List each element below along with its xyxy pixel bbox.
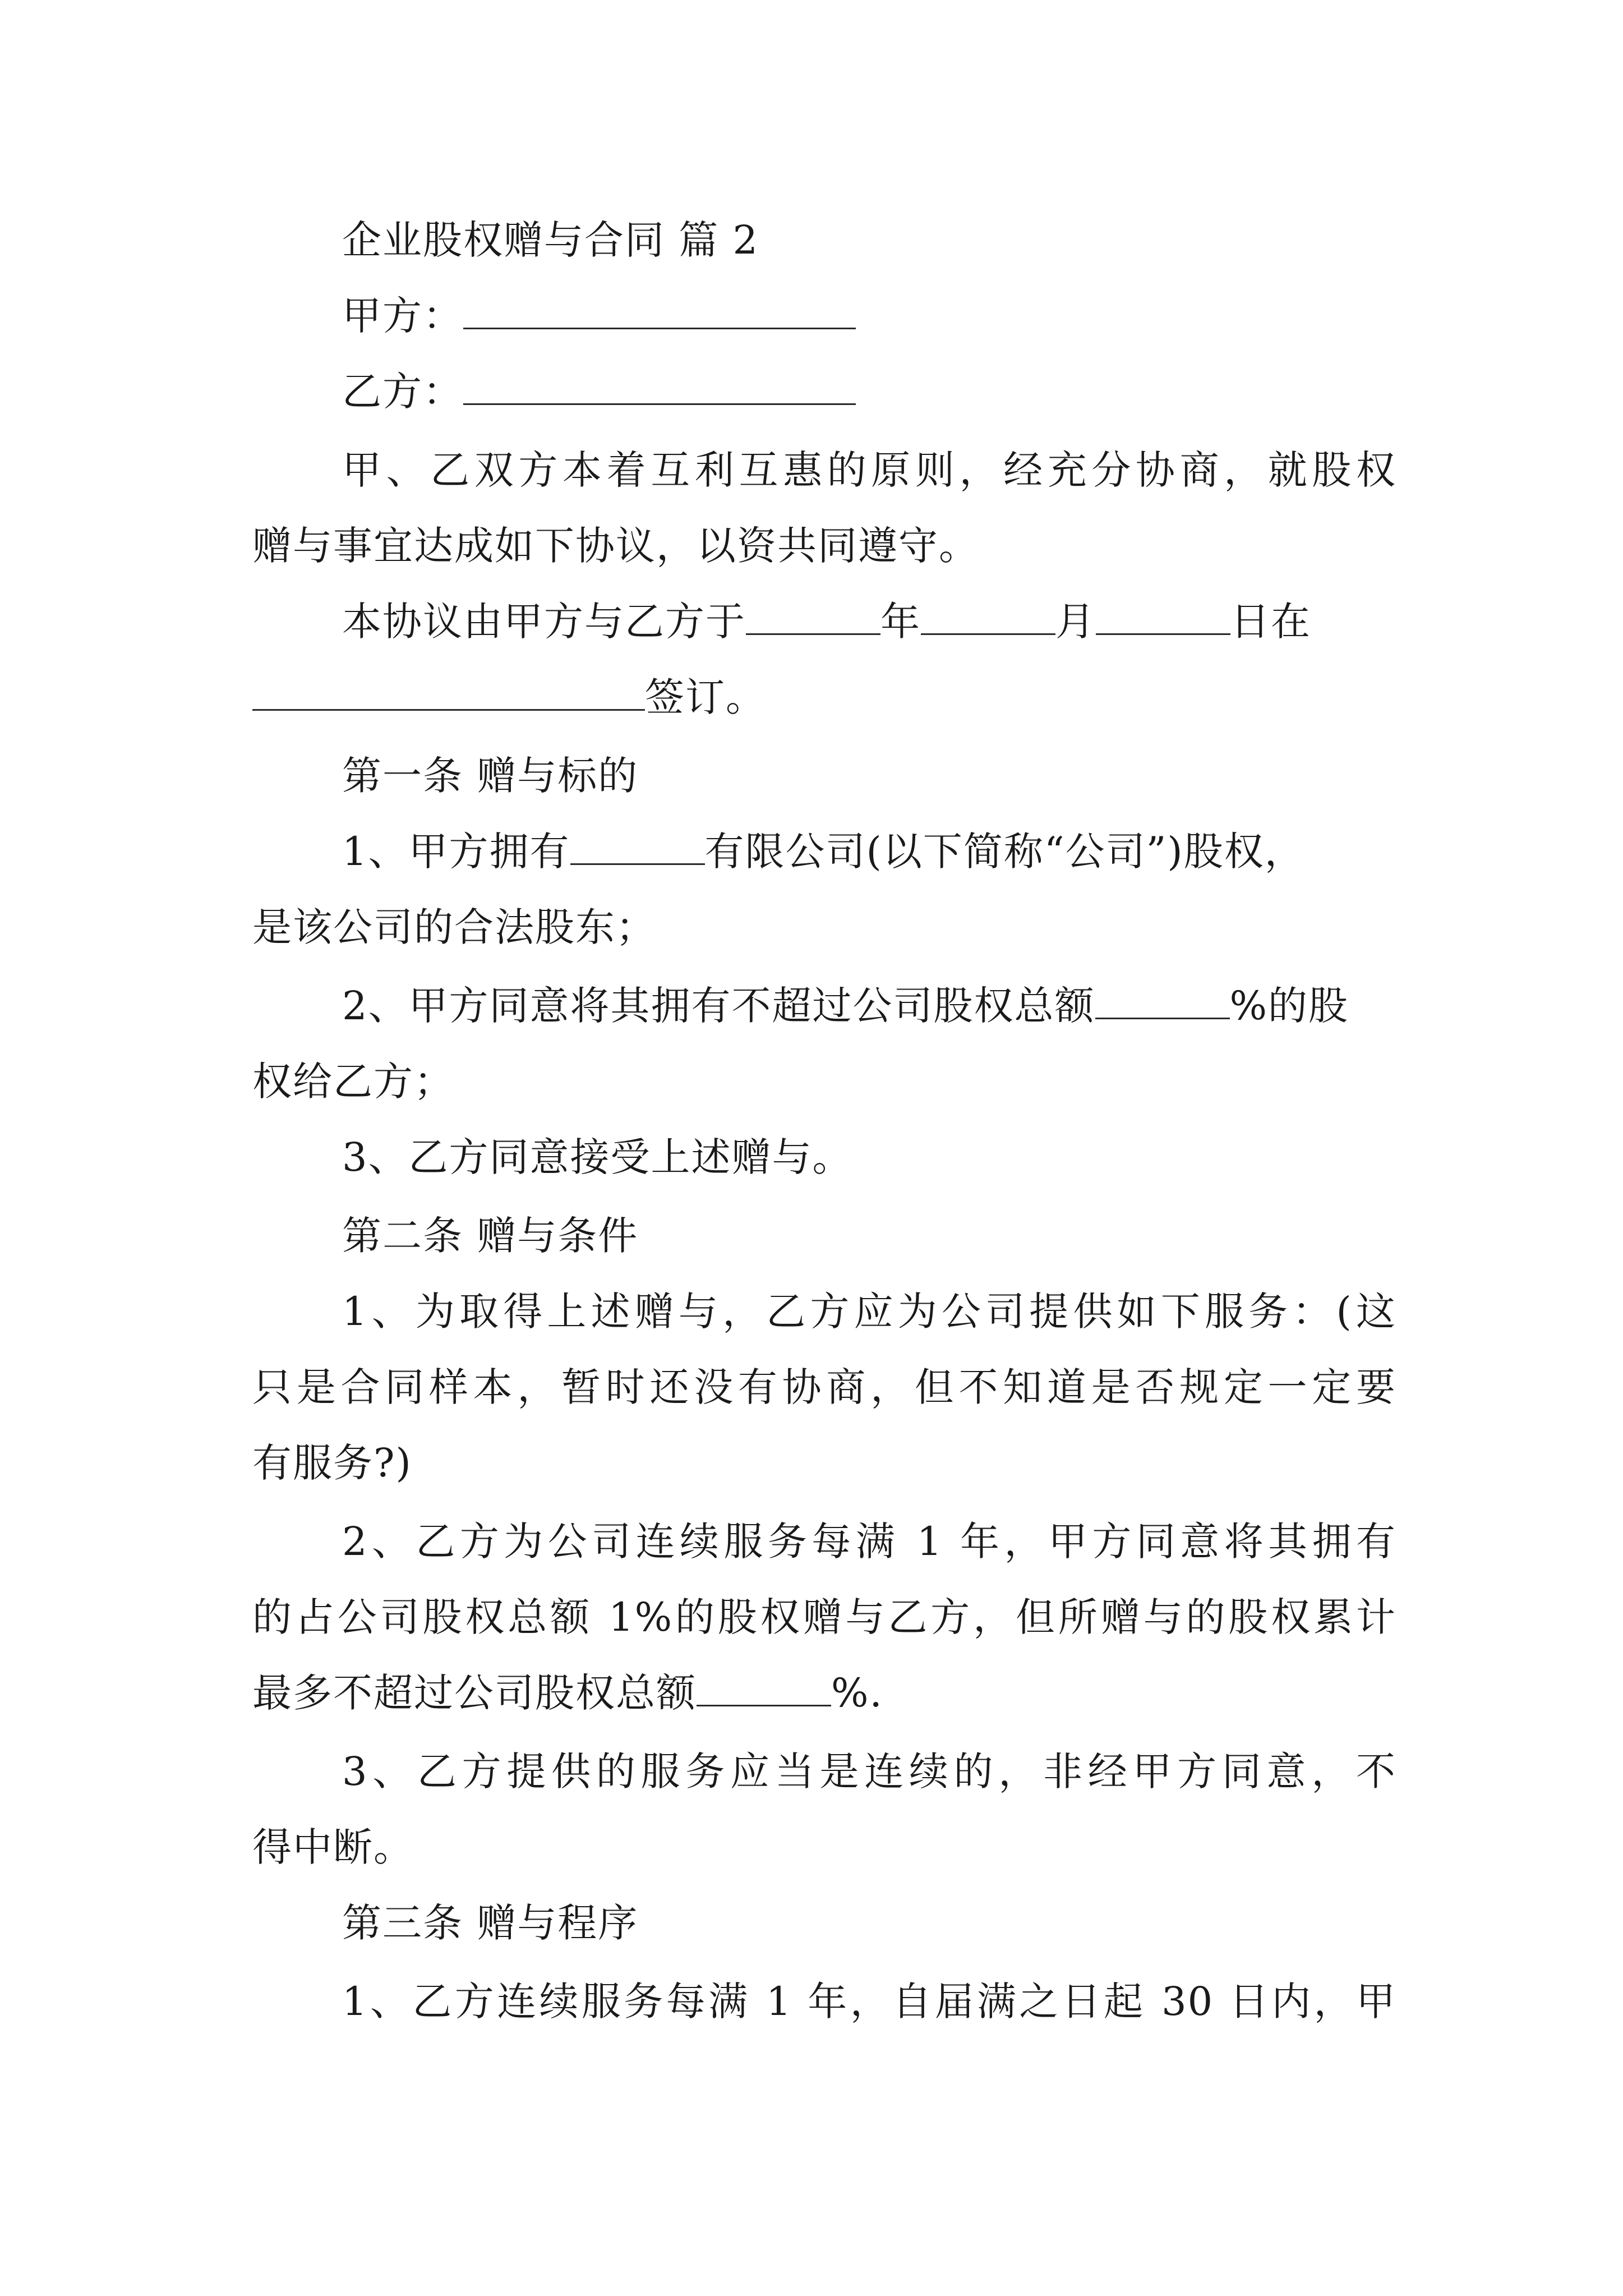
article-2-item-2-line-1: 2、乙方为公司连续服务每满 1 年，甲方同意将其拥有 <box>342 1519 1396 1565</box>
intro-line-1: 甲、乙双方本着互利互惠的原则，经充分协商，就股权 <box>342 447 1396 493</box>
document-heading: 企业股权赠与合同 篇 2 <box>342 217 759 263</box>
signing-line-1 <box>342 596 1396 647</box>
signing-line-2 <box>252 672 1396 723</box>
article-2-item-3-line-1: 3、乙方提供的服务应当是连续的，非经甲方同意，不 <box>342 1749 1396 1795</box>
article-2-item-2-line-3 <box>252 1668 1396 1718</box>
party-a-line <box>342 291 1396 341</box>
share-percent-blank <box>1095 981 1230 1019</box>
signing-day-blank <box>1096 596 1230 635</box>
article-3-title: 第三条 赠与程序 <box>342 1900 639 1946</box>
signing-day-in: 日在 <box>1230 599 1311 645</box>
article-2-item-2-line-3-prefix: 最多不超过公司股权总额 <box>252 1670 697 1716</box>
article-1-item-2 <box>342 981 1396 1031</box>
party-a-label: 甲方： <box>342 293 463 339</box>
signing-prefix: 本协议由甲方与乙方于 <box>342 599 746 645</box>
max-percent-blank <box>697 1668 831 1706</box>
article-2-item-3-line-2: 得中断。 <box>252 1824 414 1870</box>
article-2-item-1-line-3: 有服务?) <box>252 1440 412 1486</box>
party-b-blank <box>463 366 856 405</box>
article-1-title: 第一条 赠与标的 <box>342 753 639 799</box>
party-b-label: 乙方： <box>342 369 463 415</box>
signing-year: 年 <box>880 599 921 645</box>
article-1-item-2-suffix: %的股 <box>1229 983 1349 1029</box>
article-2-item-2-line-2: 的占公司股权总额 1%的股权赠与乙方，但所赠与的股权累计 <box>252 1594 1396 1640</box>
signing-place-blank <box>252 672 645 711</box>
article-2-item-1-line-1: 1、为取得上述赠与，乙方应为公司提供如下服务：(这 <box>342 1289 1396 1335</box>
intro-line-2: 赠与事宜达成如下协议，以资共同遵守。 <box>252 523 979 569</box>
article-2-item-1-line-2: 只是合同样本，暂时还没有协商，但不知道是否规定一定要 <box>252 1364 1396 1410</box>
article-1-item-2-line-2: 权给乙方； <box>252 1059 454 1105</box>
company-name-blank <box>570 826 705 865</box>
article-1-item-1-prefix: 1、甲方拥有 <box>342 829 570 875</box>
article-1-item-2-prefix: 2、甲方同意将其拥有不超过公司股权总额 <box>342 983 1095 1029</box>
article-1-item-1 <box>342 826 1396 877</box>
article-2-title: 第二条 赠与条件 <box>342 1213 639 1259</box>
signing-month-blank <box>921 596 1055 635</box>
article-1-item-3: 3、乙方同意接受上述赠与。 <box>342 1134 853 1180</box>
article-2-item-2-line-3-suffix: %. <box>831 1670 883 1716</box>
signing-signed: 签订。 <box>645 674 766 720</box>
article-1-item-1-suffix: 有限公司(以下简称“公司”)股权， <box>704 829 1305 875</box>
party-b-line <box>342 366 1396 417</box>
article-3-item-1-line-1: 1、乙方连续服务每满 1 年，自届满之日起 30 日内，甲 <box>342 1978 1396 2024</box>
signing-year-blank <box>746 596 880 635</box>
signing-month: 月 <box>1055 599 1096 645</box>
article-1-item-1-line-2: 是该公司的合法股东； <box>252 904 656 950</box>
party-a-blank <box>463 291 856 329</box>
